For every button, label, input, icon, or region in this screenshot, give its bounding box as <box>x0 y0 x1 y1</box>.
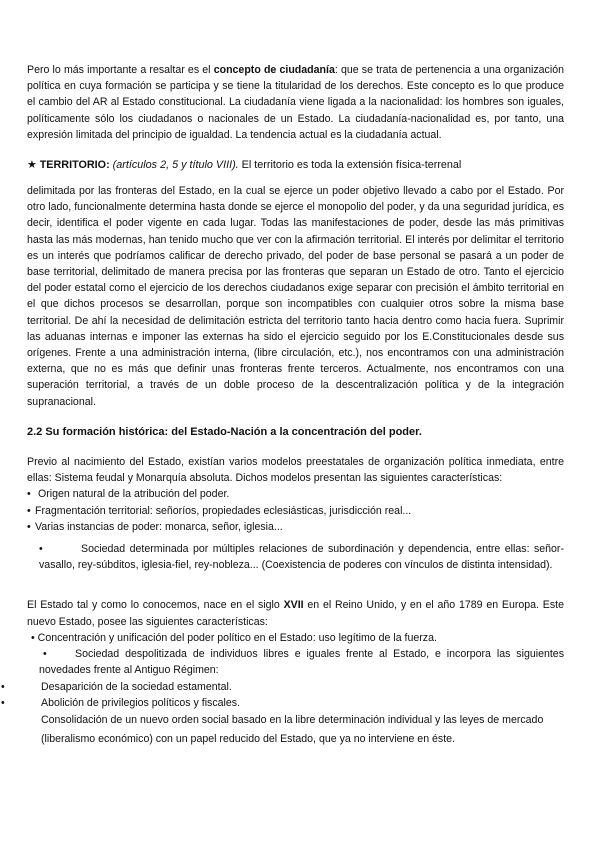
document-page <box>1 62 564 749</box>
list-item: • Varias instancias de poder: monarca, señor, iglesia... <box>27 519 564 535</box>
bullet-icon: • <box>27 520 31 533</box>
bullet-icon: • <box>1 696 5 709</box>
paragraph-territorio: delimitada por las fronteras del Estado, en la cual se ejerce un poder objetivo llevado a cabo por el Estado. Por otro lado, funcionalmente determina hasta donde se ejerce el monopolio del poder, y da una seguridad jurídica, es decir, identifica el poder vigente en cada lugar. Todas las manifestaciones de poder, desde las más primitivas hasta las más modernas, han tenido mucho que ver con la afirmación territorial. El interés por delimitar el territorio es un interés que podríamos calificar de derecho privado, del poder de base personal se pasará a un poder de base territorial, delimitado de manera precisa por las fronteras que separan un Estado de otro. Tanto el ejercicio del poder estatal como el ejercicio de los derechos ciudadanos exige separar con precisión el ámbito territorial en el que dichos procesos se desarrollan, porque son incompatibles con cualquier otros sobre la misma base territorial. De ahí la necesidad de delimitación estricta del territorio tanto hacia dentro como hacia fuera. Suprimir las aduanas internas e imponer las externas ha sido el ejercicio seguido por los E.Constitucionales desde sus orígenes. Frente a una administración interna, (libre circulación, etc.), nos encontramos con una administración externa, que no es más que definir unas fronteras frente terceros. Actualmente, nos encontramos con una superación territorial, a través de un doble proceso de la descentralización política y de la integración supranacional. <box>27 185 564 408</box>
article-reference: (artículos 2, 5 y título VIII). <box>112 159 239 172</box>
bullet-icon: • <box>27 488 31 501</box>
list-preestatal <box>27 486 564 535</box>
paragraph-ciudadania: Pero lo más importante a resaltar es el concepto de ciudadanía: que se trata de pertenencia a una organización política en cuya formación se participa y se tiene la titularidad de los derechos. Este concepto es lo que produce el cambio del AR al Estado constitucional. La ciudadanía viene ligada a la nacionalidad: los hombres son iguales, políticamente sólo los ciudadanos o nacionales de un Estado. La ciudadanía-nacionalidad es, por tanto, una expresión limitada del principio de igualdad. La tendencia actual es la ciudadanía actual. <box>27 64 564 141</box>
list-subitem: • Sociedad despolitizada de individuos libres e iguales frente al Estado, e incorpora las siguientes novedades frente al Antiguo Régimen: <box>39 648 564 677</box>
section-title: 2.2 Su formación histórica: del Estado-Nación a la concentración del poder. <box>27 425 422 438</box>
list-item: • Concentración y unificación del poder político en el Estado: uso legítimo de la fuerza. <box>31 631 437 644</box>
bullet-icon: • <box>39 543 43 556</box>
bold-term: concepto de ciudadanía <box>213 64 335 76</box>
star-icon: ★ <box>27 159 37 172</box>
list-item: • Origen natural de la atribución del poder. <box>27 486 564 502</box>
list-item: • Fragmentación territorial: señoríos, propiedades eclesiásticas, jurisdicción real... <box>27 503 564 519</box>
paragraph-estado: El Estado tal y como lo conocemos, nace en el siglo XVII en el Reino Unido, y en el año 1789 en Europa. Este nuevo Estado, posee las siguientes características: <box>27 599 564 628</box>
list-novedades <box>1 679 564 711</box>
territorio-heading: ★ TERRITORIO: (artículos 2, 5 y título VIII). El territorio es toda la extensión física-terrenal <box>27 159 462 172</box>
bullet-icon: • <box>43 648 47 661</box>
bullet-icon: • <box>27 504 31 517</box>
list-item: • Abolición de privilegios políticos y fiscales. <box>27 695 564 711</box>
list-item: • Desaparición de la sociedad estamental. <box>27 679 564 695</box>
bullet-icon: • <box>1 680 5 693</box>
bullet-icon: • <box>31 631 35 644</box>
paragraph-consolidacion: Consolidación de un nuevo orden social basado en la libre determinación individual y las leyes de mercado (liberalismo económico) con un papel reducido del Estado, que ya no interviene en éste. <box>41 713 544 745</box>
list-subitem: • Sociedad determinada por múltiples relaciones de subordinación y dependencia, entre ellas: señor-vasallo, rey-súbditos, iglesia-fiel, rey-nobleza... (Coexistencia de poderes con vínculos de distinta intensidad). <box>39 543 564 572</box>
paragraph-previo: Previo al nacimiento del Estado, existían varios modelos preestatales de organización política inmediata, entre ellas: Sistema feudal y Monarquía absoluta. Dichos modelos presentan las siguientes características: <box>27 456 564 485</box>
